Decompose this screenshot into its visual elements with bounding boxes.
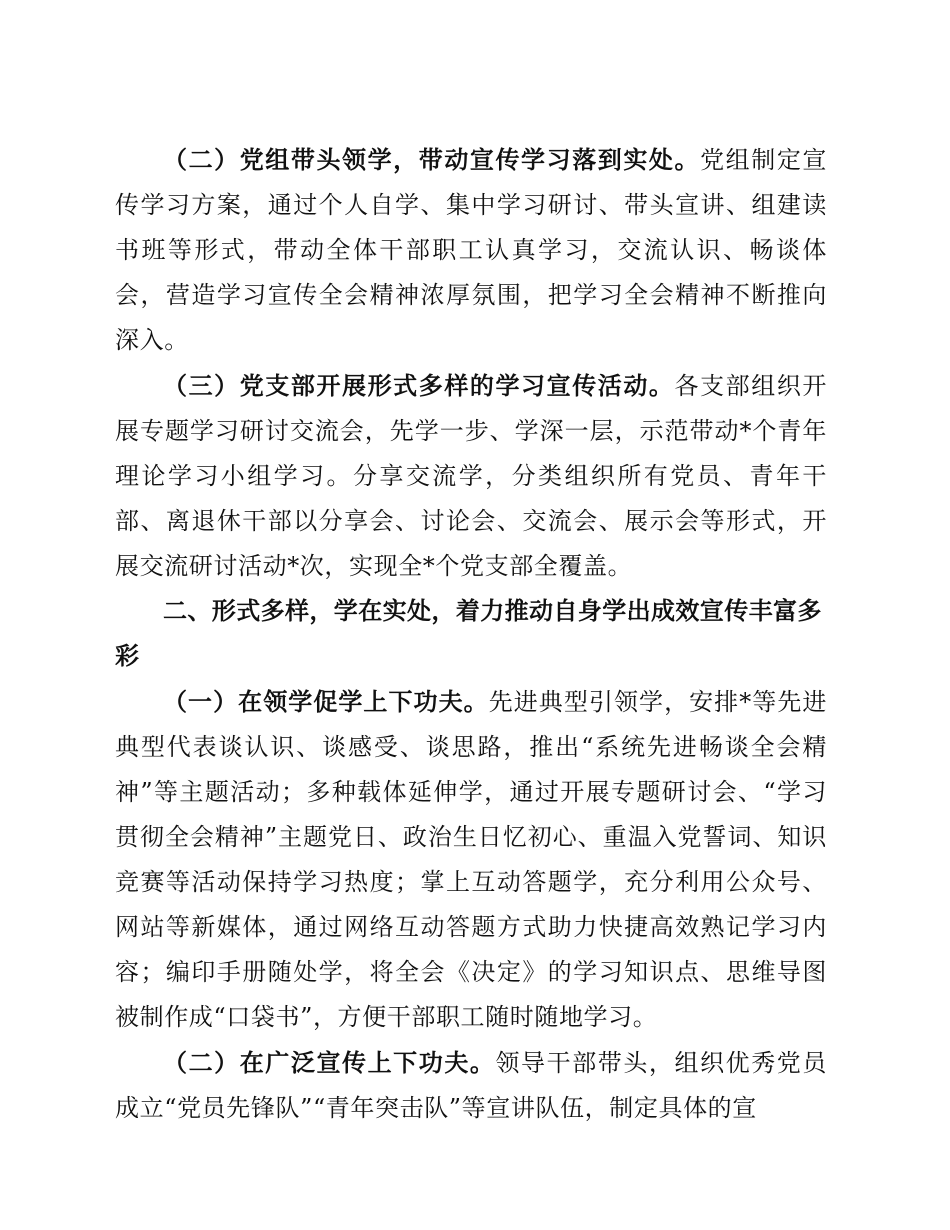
paragraph-lead-study [115,679,827,1040]
paragraph-body: 党组制定宣传学习方案，通过个人自学、集中学习研讨、带头宣讲、组建读书班等形式，带动全体干部职工认真学习，交流认识、畅谈体会，营造学习宣传全会精神浓厚氛围，把学习全会精神不断推向深入。 [115,146,827,354]
paragraph-lead: （二）在广泛宣传上下功夫。 [163,1048,496,1077]
paragraph-branch-activities [115,363,827,589]
paragraph-body: 各支部组织开展专题学习研讨交流会，先学一步、学深一层，示范带动*个青年理论学习小组学习。分享交流学，分类组织所有党员、青年干部、离退休干部以分享会、讨论会、交流会、展示会等形式，开展交流研讨活动*次，实现全*个党支部全覆盖。 [115,372,827,580]
paragraph-broad-publicity [115,1040,827,1131]
paragraph-lead: （二）党组带头领学，带动宣传学习落到实处。 [163,145,701,174]
paragraph-lead: （三）党支部开展形式多样的学习宣传活动。 [163,371,675,400]
paragraph-lead: （一）在领学促学上下功夫。 [163,687,489,716]
section-heading: 二、形式多样，学在实处，着力推动自身学出成效宣传丰富多彩 [115,597,822,670]
paragraph-body: 领导干部带头，组织优秀党员成立“党员先锋队”“青年突击队”等宣讲队伍，制定具体的宣 [115,1049,827,1122]
paragraph-body: 先进典型引领学，安排*等先进典型代表谈认识、谈感受、谈思路，推出“系统先进畅谈全会精神”等主题活动；多种载体延伸学，通过开展专题研讨会、“学习贯彻全会精神”主题党日、政治生日忆初心、重温入党誓词、知识竞赛等活动保持学习热度；掌上互动答题学，充分利用公众号、网站等新媒体，通过网络互动答题方式助力快捷高效熟记学习内容；编印手册随处学，将全会《决定》的学习知识点、思维导图被制作成“口袋书”，方便干部职工随时随地学习。 [115,688,827,1031]
document-page [115,137,827,1131]
paragraph-party-group-leads-study [115,137,827,363]
